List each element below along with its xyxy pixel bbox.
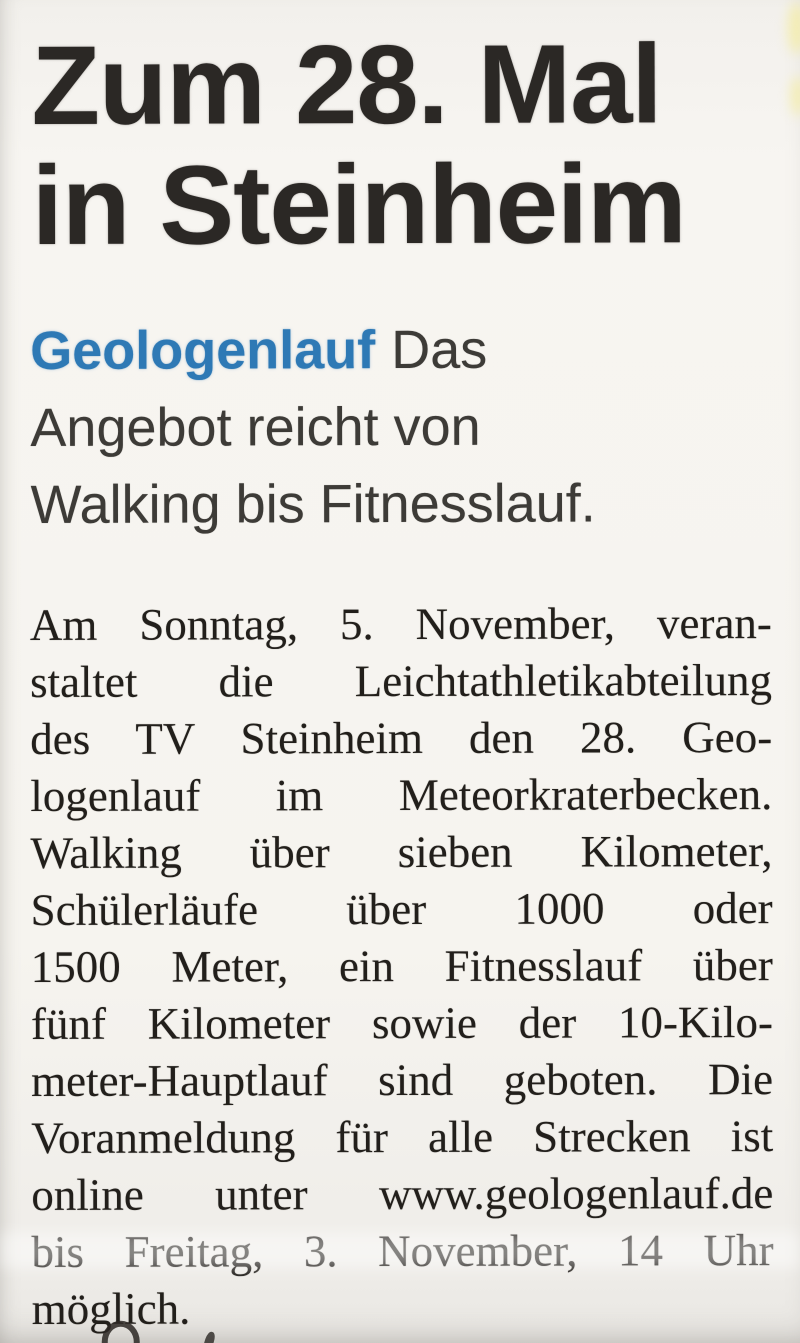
headline-line-1: Zum 28. Mal [31, 21, 662, 148]
article-headline [31, 21, 772, 268]
body-line: bis Freitag, 3. November, 14 Uhr [31, 1225, 774, 1277]
body-line: des TV Steinheim den 28. Geo- [30, 712, 773, 764]
article-subhead [30, 311, 771, 544]
body-line: meter-Hauptlauf sind geboten. Die [31, 1054, 774, 1106]
article-body [30, 595, 774, 1338]
subhead-line-3: Walking bis Fitnesslauf. [30, 473, 596, 535]
body-line: Schülerläufe über 1000 oder [30, 883, 773, 935]
subhead-text: Das [391, 319, 488, 381]
subhead-line-1 [30, 311, 770, 390]
kicker-label: Geologenlauf [30, 320, 376, 381]
body-line: Walking über sieben Kilometer, [30, 826, 773, 878]
headline-line-2: in Steinheim [31, 141, 686, 268]
body-line: staltet die Leichtathletikabteilung [29, 655, 773, 707]
body-line: fünf Kilometer sowie der 10-Kilo- [30, 997, 773, 1049]
body-line-url: online unter www.geologenlauf.de [31, 1168, 774, 1220]
body-line: 1500 Meter, ein Fitnesslauf über [30, 940, 773, 992]
subhead-line-2: Angebot reicht von [30, 396, 481, 458]
body-line: Am Sonntag, 5. November, veran- [29, 598, 772, 650]
body-line-last: möglich. [31, 1283, 191, 1334]
body-line: logenlauf im Meteorkraterbecken. [30, 769, 773, 821]
body-line: Voranmeldung für alle Strecken ist [31, 1111, 774, 1163]
